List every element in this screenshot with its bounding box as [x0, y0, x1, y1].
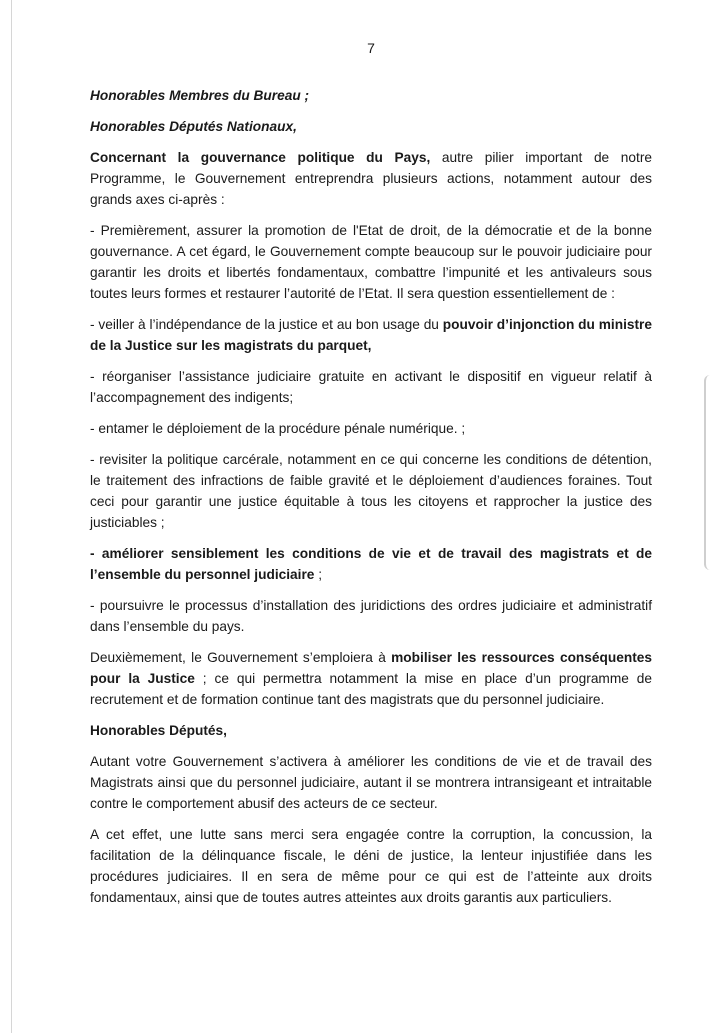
page-curl-shadow	[704, 375, 712, 570]
text-run: Honorables Députés Nationaux,	[90, 119, 297, 134]
text-run: - revisiter la politique carcérale, notamment en ce qui concerne les conditions de détention, le traitement des infractions de faible gravité et le déploiement d’audiences foraines. Tout ceci pour garantir une justice équitable à tous les citoyens et rapprocher la justice des justiciables ;	[90, 452, 652, 530]
list-item-assistance-judiciaire	[90, 366, 652, 408]
paragraph-gouvernance-intro	[90, 147, 652, 210]
text-run: ; ce qui permettra notamment la mise en place d’un programme de recrutement et de formation continue tant des magistrats que du personnel judiciaire.	[90, 671, 652, 707]
text-run: - améliorer sensiblement les conditions de vie et de travail des magistrats et de l’ensemble du personnel judiciaire	[90, 546, 652, 582]
text-run: pouvoir d’injonction du ministre de la Justice sur les magistrats du parquet	[90, 317, 652, 353]
text-run: Deuxièmement, le Gouvernement s’emploiera à	[90, 650, 392, 665]
text-run: Honorables Membres du Bureau ;	[90, 88, 310, 103]
list-item-independance	[90, 314, 652, 356]
page-number: 7	[367, 40, 375, 56]
paragraph-deuxiemement	[90, 647, 652, 710]
salutation-deputes	[90, 720, 652, 741]
text-run: - entamer le déploiement de la procédure pénale numérique. ;	[90, 421, 466, 436]
text-run: ;	[314, 567, 322, 582]
text-run: - réorganiser l’assistance judiciaire gratuite en activant le dispositif en vigueur relatif à l’accompagnement des indigents;	[90, 369, 652, 405]
text-run: Honorables Députés,	[90, 723, 227, 738]
text-run: Autant votre Gouvernement s’activera à améliorer les conditions de vie et de travail des Magistrats ainsi que du personnel judiciaire, autant il se montrera intransigeant et intraitable contre le comportement abusif des acteurs de ce secteur.	[90, 754, 652, 811]
salutation-bureau	[90, 85, 652, 106]
list-item-conditions-magistrats	[90, 543, 652, 585]
paragraph-lutte-corruption	[90, 824, 652, 908]
salutation-deputes-nationaux	[90, 116, 652, 137]
scan-edge-line	[11, 0, 12, 1033]
list-item-juridictions	[90, 595, 652, 637]
document-body	[90, 85, 652, 918]
text-run: autre pilier important de notre Programme, le Gouvernement entreprendra plusieurs actions, notamment autour des grands axes ci-après :	[90, 150, 652, 207]
text-run: mobiliser les ressources conséquentes pour la Justice	[90, 650, 652, 686]
text-run: - veiller à l’indépendance de la justice et au bon usage du	[90, 317, 443, 332]
list-item-procedure-numerique	[90, 418, 652, 439]
paragraph-premierement	[90, 220, 652, 304]
text-run: - poursuivre le processus d’installation des juridictions des ordres judiciaire et administratif dans l’ensemble du pays.	[90, 598, 652, 634]
text-run: - Premièrement, assurer la promotion de l'Etat de droit, de la démocratie et de la bonne gouvernance. A cet égard, le Gouvernement compte beaucoup sur le pouvoir judiciaire pour garantir les droits et libertés fondamentaux, combattre l’impunité et les antivaleurs sous toutes leurs formes et restaurer l’autorité de l’Etat. Il sera question essentiellement de :	[90, 223, 652, 301]
list-item-politique-carcerale	[90, 449, 652, 533]
paragraph-autant	[90, 751, 652, 814]
text-run: ,	[367, 338, 372, 353]
text-run: Concernant la gouvernance politique du Pays,	[90, 150, 431, 165]
text-run: A cet effet, une lutte sans merci sera engagée contre la corruption, la concussion, la facilitation de la délinquance fiscale, le déni de justice, la lenteur injustifiée dans les procédures judiciaires. Il en sera de même pour ce qui est de l’atteinte aux droits fondamentaux, ainsi que de toutes autres atteintes aux droits garantis aux particuliers.	[90, 827, 652, 905]
